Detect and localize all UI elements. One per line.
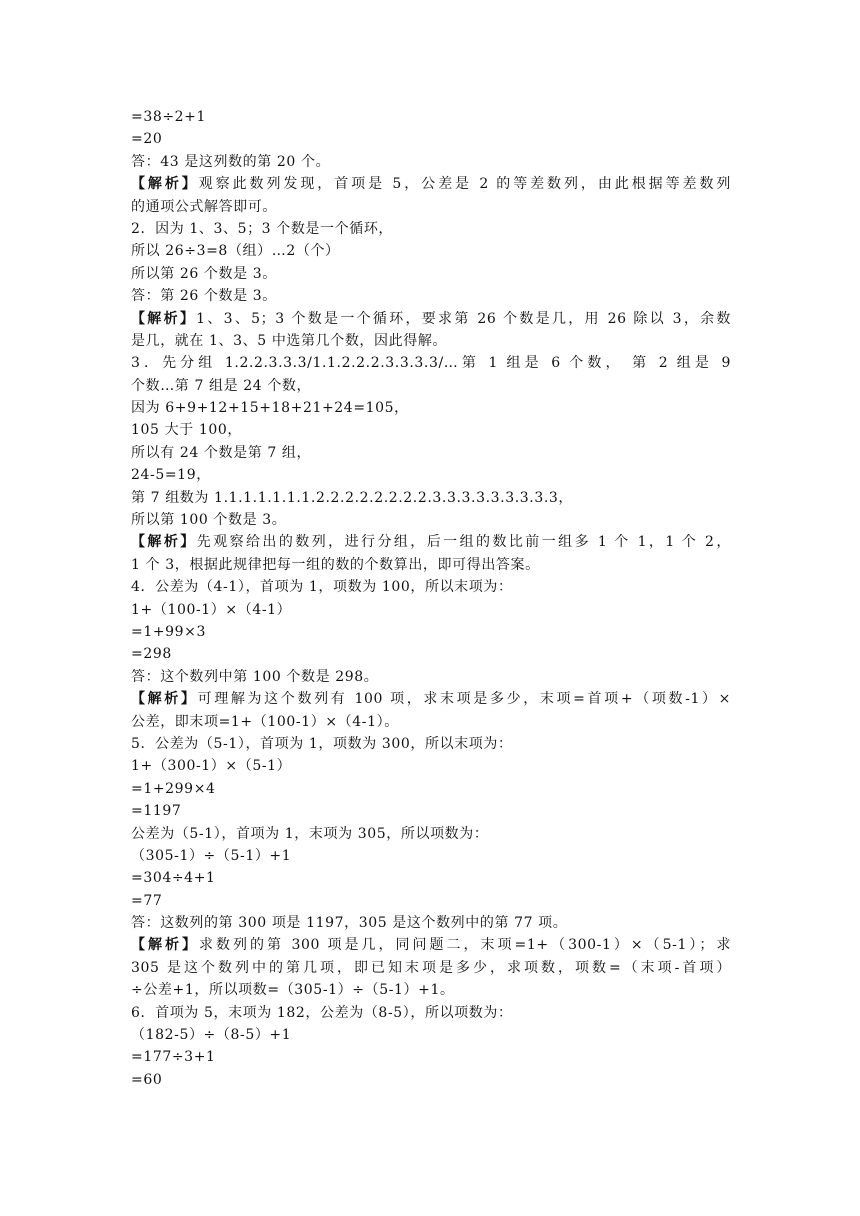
line-text: （182-5）÷（8-5）+1 [131, 1027, 292, 1044]
text-line [131, 576, 731, 598]
text-line [131, 352, 731, 374]
line-text: 第 7 组数为 1.1.1.1.1.1.1.2.2.2.2.2.2.2.2.3.3.3.3.3.3.3.3.3， [131, 489, 573, 506]
analysis-tag: 【解析】 [131, 534, 197, 551]
line-text: 答：43 是这列数的第 20 个。 [131, 153, 331, 170]
text-line [131, 151, 731, 173]
text-line [131, 554, 731, 576]
document-body [131, 106, 731, 1091]
text-line [131, 755, 731, 777]
analysis-tag: 【解析】 [131, 176, 199, 193]
line-text: （305-1）÷（5-1）+1 [131, 847, 292, 864]
line-text: 4．公差为（4-1），首项为 1，项数为 100，所以末项为： [131, 579, 513, 596]
line-text: =304÷4+1 [131, 870, 216, 887]
analysis-tag: 【解析】 [131, 310, 197, 327]
text-line [131, 285, 731, 307]
text-line [131, 106, 731, 128]
text-line [131, 800, 731, 822]
line-text: 观察此数列发现，首项是 5，公差是 2 的等差数列，由此根据等差数列 [198, 176, 731, 193]
text-line [131, 666, 731, 688]
text-line [131, 979, 731, 1001]
text-line [131, 397, 731, 419]
line-text: 答：第 26 个数是 3。 [131, 288, 277, 305]
line-text: 105 大于 100， [131, 422, 242, 439]
text-line [131, 867, 731, 889]
line-text: 6．首项为 5，末项为 182，公差为（8-5），所以项数为： [131, 1004, 513, 1021]
line-text: ÷公差+1，所以项数=（305-1）÷（5-1）+1。 [131, 982, 455, 999]
line-text: =177÷3+1 [131, 1049, 216, 1066]
analysis-line [131, 173, 731, 195]
text-line [131, 778, 731, 800]
line-text: 所以有 24 个数是第 7 组， [131, 444, 312, 461]
text-line [131, 890, 731, 912]
line-text: =1+99×3 [131, 623, 207, 640]
analysis-line [131, 308, 731, 330]
line-text: 公差，即末项=1+（100-1）×（4-1）。 [131, 713, 399, 730]
line-text: 个数…第 7 组是 24 个数， [131, 377, 312, 394]
line-text: =38÷2+1 [131, 109, 207, 125]
line-text: =1197 [131, 803, 182, 820]
text-line [131, 621, 731, 643]
text-line [131, 218, 731, 240]
line-text: 答：这数列的第 300 项是 1197，305 是这个数列中的第 77 项。 [131, 915, 568, 932]
line-text: =298 [131, 646, 172, 663]
text-line [131, 1069, 731, 1091]
text-line [131, 957, 731, 979]
analysis-line [131, 531, 731, 553]
text-line [131, 733, 731, 755]
line-text: 答：这个数列中第 100 个数是 298。 [131, 668, 379, 685]
line-text: 24-5=19， [131, 467, 211, 484]
text-line [131, 263, 731, 285]
line-text: 3．先分组 1.2.2.3.3.3/1.1.2.2.2.3.3.3.3/…第 1 组是 6 个数， 第 2 组是 9 [131, 355, 731, 372]
analysis-line [131, 688, 731, 710]
line-text: 可理解为这个数列有 100 项，求末项是多少，末项=首项+（项数-1）× [197, 691, 731, 708]
line-text: 所以第 26 个数是 3。 [131, 265, 277, 282]
line-text: 先观察给出的数列，进行分组，后一组的数比前一组多 1 个 1，1 个 2， [196, 534, 731, 551]
analysis-line [131, 934, 731, 956]
text-line [131, 509, 731, 531]
line-text: =77 [131, 892, 163, 909]
text-line [131, 599, 731, 621]
text-line [131, 128, 731, 150]
line-text: 公差为（5-1），首项为 1，末项为 305，所以项数为： [131, 825, 489, 842]
text-line [131, 1002, 731, 1024]
line-text: =1+299×4 [131, 780, 216, 797]
text-line [131, 643, 731, 665]
text-line [131, 196, 731, 218]
text-line [131, 464, 731, 486]
text-line [131, 845, 731, 867]
line-text: 因为 6+9+12+15+18+21+24=105， [131, 400, 409, 417]
line-text: =20 [131, 131, 163, 148]
text-line [131, 711, 731, 733]
text-line [131, 375, 731, 397]
line-text: 的通项公式解答即可。 [131, 198, 277, 215]
line-text: 求数列的第 300 项是几，同问题二，末项=1+（300-1）×（5-1）；求 [199, 937, 731, 954]
text-line [131, 823, 731, 845]
line-text: 5．公差为（5-1），首项为 1，项数为 300，所以末项为： [131, 735, 513, 752]
line-text: 所以第 100 个数是 3。 [131, 512, 287, 529]
line-text: 1+（300-1）×（5-1） [131, 758, 292, 775]
line-text: 1、3、5；3 个数是一个循环，要求第 26 个数是几，用 26 除以 3，余数 [196, 310, 731, 327]
line-text: =60 [131, 1071, 163, 1088]
text-line [131, 487, 731, 509]
text-line [131, 1046, 731, 1068]
text-line [131, 442, 731, 464]
line-text: 305 是这个数列中的第几项，即已知末项是多少，求项数，项数=（末项-首项） [131, 959, 731, 976]
line-text: 1+（100-1）×（4-1） [131, 601, 292, 618]
line-text: 1 个 3，根据此规律把每一组的数的个数算出，即可得出答案。 [131, 556, 540, 573]
text-line [131, 1024, 731, 1046]
analysis-tag: 【解析】 [131, 937, 200, 954]
line-text: 所以 26÷3=8（组）…2（个） [131, 243, 340, 260]
text-line [131, 330, 731, 352]
text-line [131, 419, 731, 441]
line-text: 是几，就在 1、3、5 中选第几个数，因此得解。 [131, 332, 448, 349]
text-line [131, 240, 731, 262]
line-text: 2．因为 1、3、5；3 个数是一个循环， [131, 220, 394, 237]
text-line [131, 912, 731, 934]
analysis-tag: 【解析】 [131, 691, 198, 708]
